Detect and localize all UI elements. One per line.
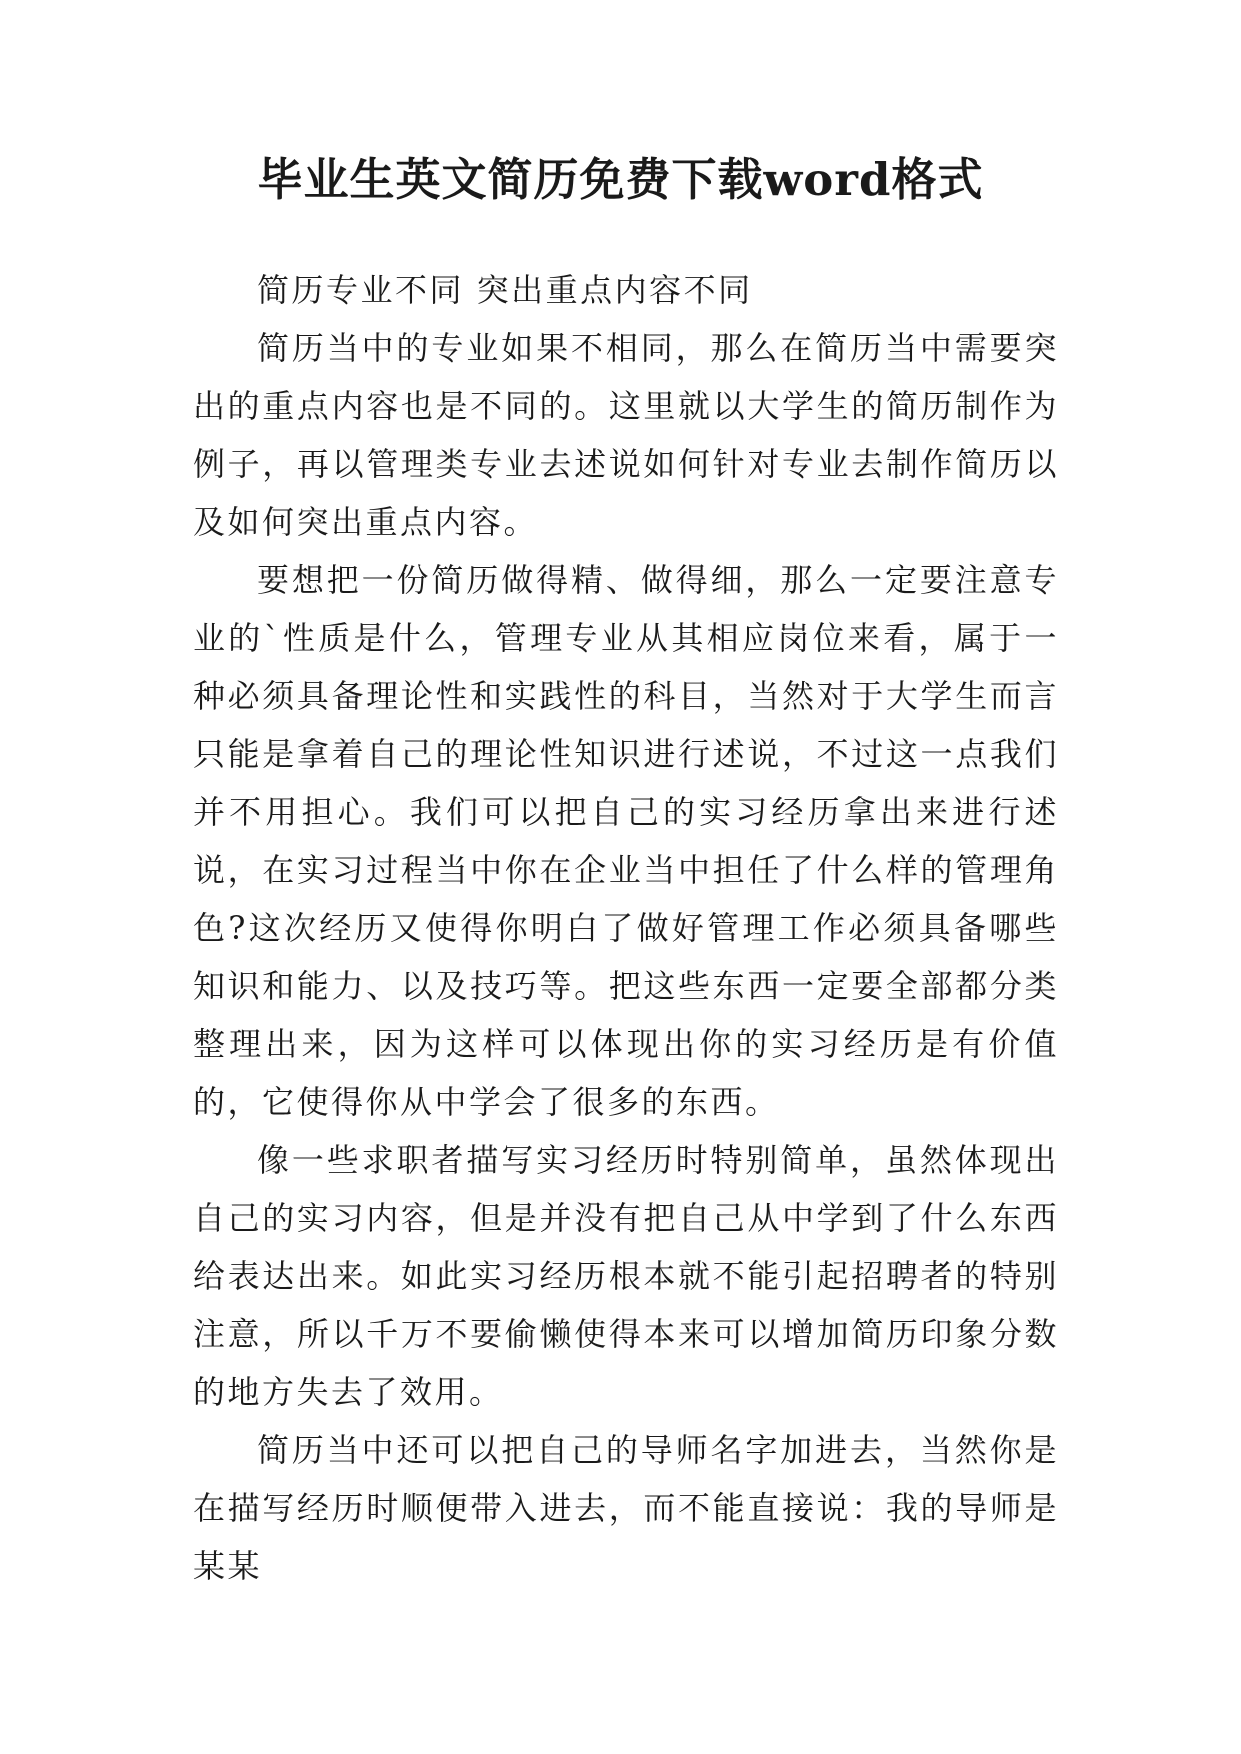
paragraph: 简历当中的专业如果不相同，那么在简历当中需要突出的重点内容也是不同的。这里就以大学生的简历制作为例子，再以管理类专业去述说如何针对专业去制作简历以及如何突出重点内容。: [193, 329, 1059, 541]
document-body: [193, 261, 1059, 1595]
document-title: 毕业生英文简历免费下载word格式: [257, 153, 984, 206]
paragraph: 要想把一份简历做得精、做得细，那么一定要注意专业的`性质是什么，管理专业从其相应岗位来看，属于一种必须具备理论性和实践性的科目，当然对于大学生而言只能是拿着自己的理论性知识进行述说，不过这一点我们并不用担心。我们可以把自己的实习经历拿出来进行述说，在实习过程当中你在企业当中担任了什么样的管理角色?这次经历又使得你明白了做好管理工作必须具备哪些知识和能力、以及技巧等。把这些东西一定要全部都分类整理出来，因为这样可以体现出你的实习经历是有价值的，它使得你从中学会了很多的东西。: [193, 561, 1059, 1121]
paragraph: 像一些求职者描写实习经历时特别简单，虽然体现出自己的实习内容，但是并没有把自己从中学到了什么东西给表达出来。如此实习经历根本就不能引起招聘者的特别注意，所以千万不要偷懒使得本来可以增加简历印象分数的地方失去了效用。: [193, 1141, 1059, 1411]
paragraph: 简历当中还可以把自己的导师名字加进去，当然你是在描写经历时顺便带入进去，而不能直接说：我的导师是某某: [193, 1431, 1059, 1585]
paragraph-subheading: 简历专业不同 突出重点内容不同: [257, 271, 753, 309]
